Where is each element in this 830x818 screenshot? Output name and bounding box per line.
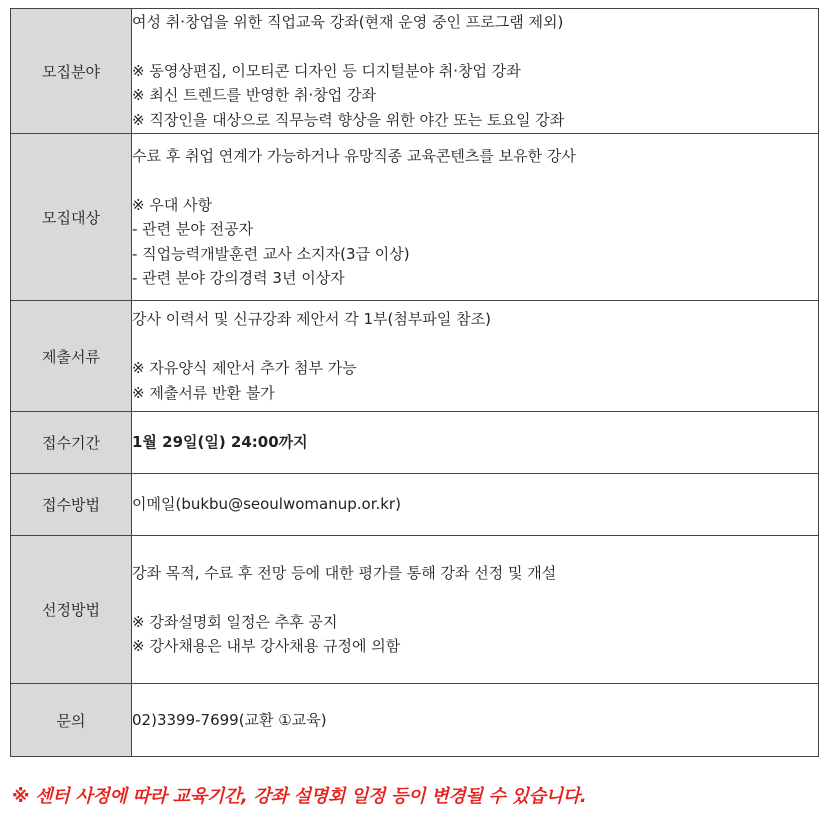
deadline-text: 1월 29일(일) 24:00까지: [132, 433, 308, 452]
row-content-period: [132, 412, 819, 474]
row-content-contact: [132, 684, 819, 757]
table-row: [11, 134, 819, 301]
content-line: 여성 취·창업을 위한 직업교육 강좌(현재 운영 중인 프로그램 제외): [132, 12, 564, 31]
row-label-method: 접수방법: [11, 474, 132, 536]
row-content-documents: [132, 301, 819, 412]
row-content-selection: [132, 536, 819, 684]
content-line: ※ 자유양식 제안서 추가 첨부 가능: [132, 359, 357, 377]
row-label-selection: 선정방법: [11, 536, 132, 684]
row-label-period: 접수기간: [11, 412, 132, 474]
phone-text: 02)3399-7699(교환 ①교육): [132, 710, 327, 729]
content-line: - 관련 분야 강의경력 3년 이상자: [132, 269, 345, 287]
table-row: [11, 474, 819, 536]
content-line: 강좌 목적, 수료 후 전망 등에 대한 평가를 통해 강좌 선정 및 개설: [132, 563, 557, 582]
row-content-field: [132, 9, 819, 134]
content-line: ※ 동영상편집, 이모티콘 디자인 등 디지털분야 취·창업 강좌: [132, 61, 521, 80]
row-label-target: 모집대상: [11, 134, 132, 301]
recruitment-info-table: [10, 8, 819, 757]
content-line: ※ 강사채용은 내부 강사채용 규정에 의함: [132, 637, 401, 655]
row-label-field: 모집분야: [11, 9, 132, 134]
content-line: ※ 직장인을 대상으로 직무능력 향상을 위한 야간 또는 토요일 강좌: [132, 110, 565, 129]
content-line: - 관련 분야 전공자: [132, 220, 254, 238]
table-row: [11, 536, 819, 684]
row-label-contact: 문의: [11, 684, 132, 757]
row-content-method: [132, 474, 819, 536]
change-notice: ※ 센터 사정에 따라 교육기간, 강좌 설명회 일정 등이 변경될 수 있습니다.: [12, 786, 587, 807]
table-row: [11, 684, 819, 757]
content-line: - 직업능력개발훈련 교사 소지자(3급 이상): [132, 244, 410, 263]
content-line: 강사 이력서 및 신규강좌 제안서 각 1부(첨부파일 참조): [132, 310, 491, 328]
table-row: [11, 412, 819, 474]
content-line: ※ 제출서류 반환 불가: [132, 383, 275, 402]
content-line: 수료 후 취업 연계가 가능하거나 유망직종 교육콘텐츠를 보유한 강사: [132, 146, 576, 165]
row-label-documents: 제출서류: [11, 301, 132, 412]
content-line: ※ 강좌설명회 일정은 추후 공지: [132, 612, 338, 631]
table-row: [11, 301, 819, 412]
content-line: ※ 최신 트렌드를 반영한 취·창업 강좌: [132, 86, 377, 105]
table-row: [11, 9, 819, 134]
email-text: 이메일(bukbu@seoulwomanup.or.kr): [132, 495, 401, 514]
row-content-target: [132, 134, 819, 301]
content-line: ※ 우대 사항: [132, 195, 213, 214]
